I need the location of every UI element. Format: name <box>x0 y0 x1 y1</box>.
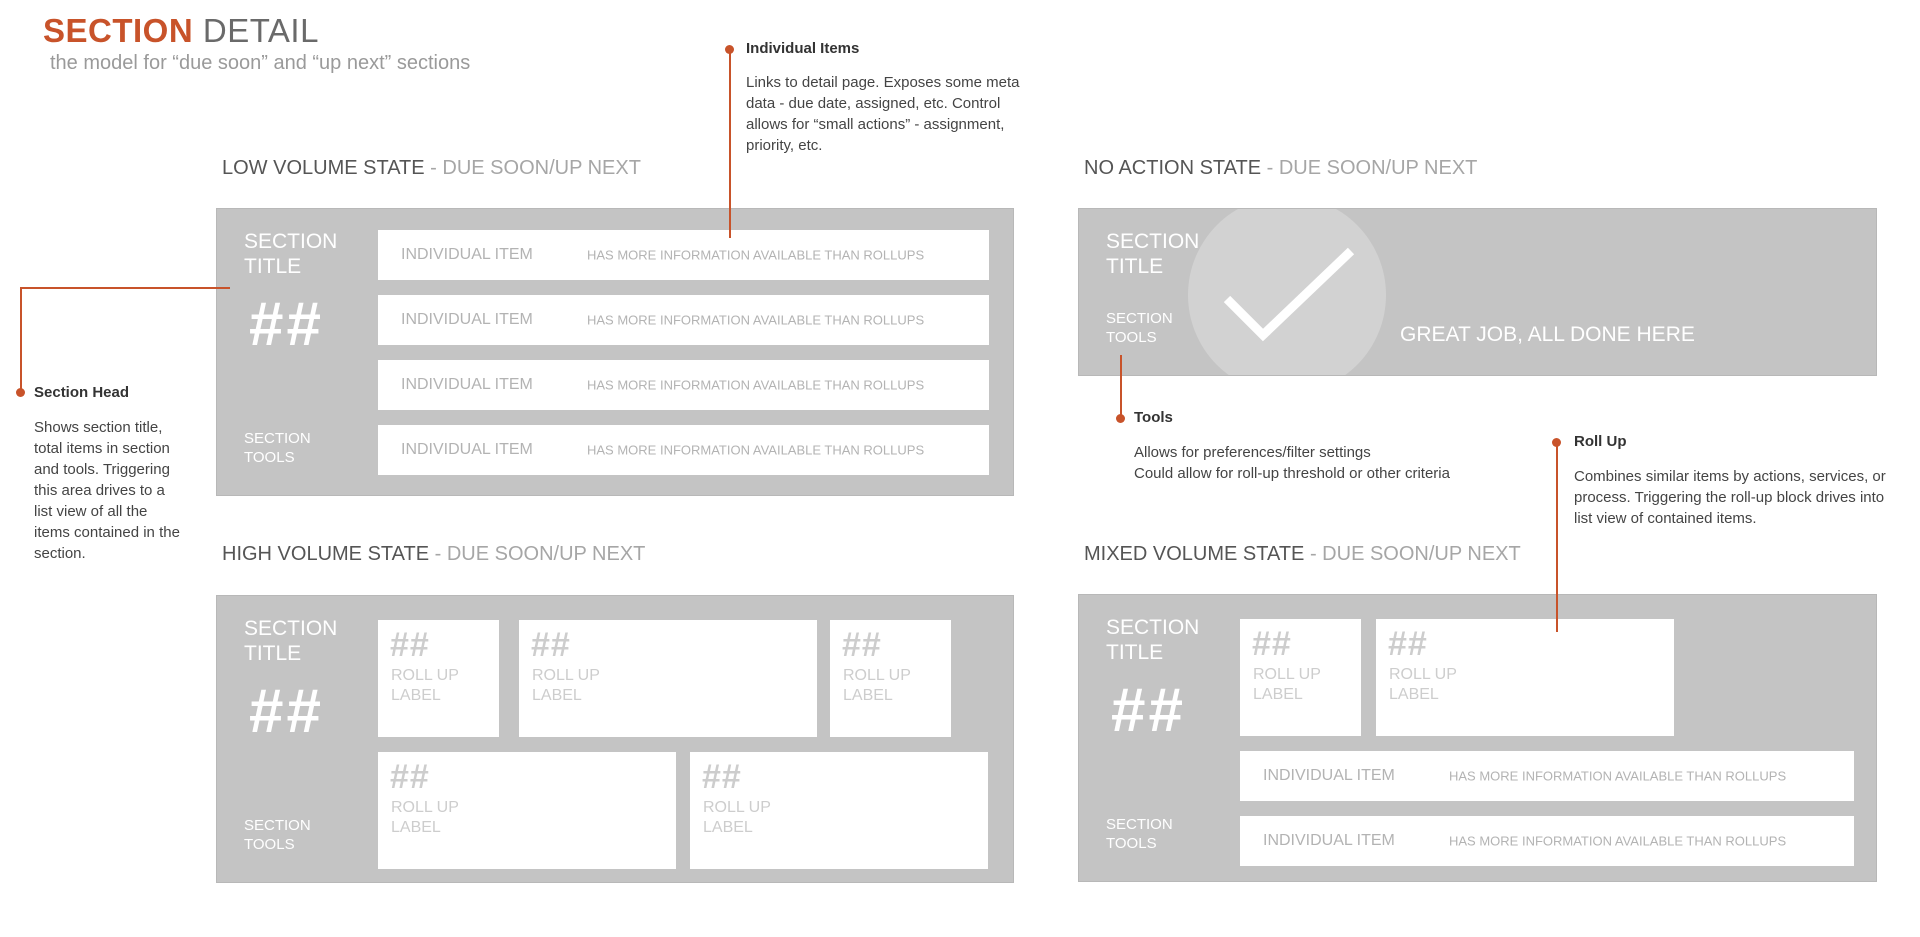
item-info: HAS MORE INFORMATION AVAILABLE THAN ROLLUPS <box>587 442 925 458</box>
item-info: HAS MORE INFORMATION AVAILABLE THAN ROLLUPS <box>587 312 925 328</box>
item-name: INDIVIDUAL ITEM <box>1263 832 1395 849</box>
section-head-title: Section Head <box>34 384 130 401</box>
item-info: HAS MORE INFORMATION AVAILABLE THAN ROLLUPS <box>1449 833 1787 849</box>
section-count[interactable]: ## <box>249 290 324 359</box>
roll-up-title: Roll Up <box>1574 433 1627 450</box>
individual-item[interactable] <box>378 230 989 280</box>
high-volume-panel <box>216 595 1014 883</box>
rollup-block[interactable] <box>690 752 988 869</box>
rollup-count: ## <box>390 758 430 796</box>
section-title[interactable]: SECTION TITLE <box>244 617 338 665</box>
no-action-heading-sub: - DUE SOON/UP NEXT <box>1261 157 1478 179</box>
individual-items-dot <box>725 45 734 54</box>
tools-body: Allows for preferences/filter settings Could allow for roll-up threshold or other criteria <box>1134 444 1450 482</box>
tools-title: Tools <box>1134 409 1173 426</box>
low-volume-heading-sub: - DUE SOON/UP NEXT <box>424 157 641 179</box>
mixed-volume-panel <box>1078 594 1877 882</box>
roll-up-dot <box>1552 438 1561 447</box>
individual-items-body: Links to detail page. Exposes some meta data - due date, assigned, etc. Control allows for “small actions” - assignment, priority, etc. <box>746 74 1020 154</box>
no-action-heading <box>1084 157 1477 180</box>
individual-item[interactable] <box>378 360 989 410</box>
page-title <box>43 12 319 50</box>
item-name: INDIVIDUAL ITEM <box>401 376 533 393</box>
rollup-count: ## <box>1388 625 1428 663</box>
rollup-count: ## <box>702 758 742 796</box>
section-tools[interactable]: SECTION TOOLS <box>1106 310 1173 346</box>
high-volume-heading-main: HIGH VOLUME STATE <box>222 543 430 565</box>
rollup-count: ## <box>531 626 571 664</box>
item-info: HAS MORE INFORMATION AVAILABLE THAN ROLLUPS <box>587 247 925 263</box>
low-volume-panel <box>216 208 1014 496</box>
high-volume-heading <box>222 543 645 566</box>
checkmark-icon <box>1219 247 1359 347</box>
rollup-label: ROLL UP LABEL <box>1389 666 1457 703</box>
section-tools[interactable]: SECTION TOOLS <box>244 817 311 853</box>
rollup-label: ROLL UP LABEL <box>843 667 911 704</box>
individual-items-connector <box>729 50 731 238</box>
tools-connector <box>1120 355 1122 419</box>
no-action-heading-main: NO ACTION STATE <box>1084 157 1262 179</box>
item-info: HAS MORE INFORMATION AVAILABLE THAN ROLLUPS <box>1449 768 1787 784</box>
section-count[interactable]: ## <box>1111 676 1186 745</box>
rollup-label: ROLL UP LABEL <box>703 799 771 836</box>
individual-item[interactable] <box>1240 751 1854 801</box>
rollup-count: ## <box>390 626 430 664</box>
item-info: HAS MORE INFORMATION AVAILABLE THAN ROLLUPS <box>587 377 925 393</box>
section-title[interactable]: SECTION TITLE <box>1106 616 1200 664</box>
individual-item[interactable] <box>378 295 989 345</box>
mixed-volume-heading-main: MIXED VOLUME STATE <box>1084 543 1305 565</box>
rollup-block[interactable] <box>519 620 817 737</box>
individual-item[interactable] <box>1240 816 1854 866</box>
rollup-block[interactable] <box>1376 619 1674 736</box>
rollup-label: ROLL UP LABEL <box>1253 666 1321 703</box>
section-tools[interactable]: SECTION TOOLS <box>244 430 311 466</box>
section-head-body: Shows section title, total items in section and tools. Triggering this area drives to a list view of all the items contained in the section. <box>34 419 180 562</box>
section-head-connector-v <box>20 287 22 393</box>
no-action-panel <box>1078 208 1877 376</box>
no-action-message: GREAT JOB, ALL DONE HERE <box>1400 323 1695 346</box>
section-head-connector-h <box>20 287 230 289</box>
item-name: INDIVIDUAL ITEM <box>401 441 533 458</box>
section-count[interactable]: ## <box>249 677 324 746</box>
low-volume-heading <box>222 157 641 180</box>
low-volume-heading-main: LOW VOLUME STATE <box>222 157 425 179</box>
rollup-count: ## <box>842 626 882 664</box>
rollup-label: ROLL UP LABEL <box>391 799 459 836</box>
section-tools[interactable]: SECTION TOOLS <box>1106 816 1173 852</box>
rollup-count: ## <box>1252 625 1292 663</box>
rollup-block[interactable] <box>830 620 951 737</box>
section-head-dot <box>16 388 25 397</box>
section-title[interactable]: SECTION TITLE <box>1106 230 1200 278</box>
mixed-volume-heading-sub: - DUE SOON/UP NEXT <box>1304 543 1521 565</box>
page-title-rest: DETAIL <box>193 12 319 49</box>
roll-up-body: Combines similar items by actions, services, or process. Triggering the roll-up block drives into list view of contained items. <box>1574 468 1886 527</box>
rollup-block[interactable] <box>378 752 676 869</box>
rollup-label: ROLL UP LABEL <box>532 667 600 704</box>
roll-up-connector <box>1556 442 1558 632</box>
item-name: INDIVIDUAL ITEM <box>401 246 533 263</box>
rollup-label: ROLL UP LABEL <box>391 667 459 704</box>
section-title[interactable]: SECTION TITLE <box>244 230 338 278</box>
high-volume-heading-sub: - DUE SOON/UP NEXT <box>429 543 646 565</box>
item-name: INDIVIDUAL ITEM <box>401 311 533 328</box>
rollup-block[interactable] <box>378 620 499 737</box>
individual-items-title: Individual Items <box>746 40 860 57</box>
page-title-highlight: SECTION <box>43 12 194 49</box>
mixed-volume-heading <box>1084 543 1521 566</box>
page-subtitle: the model for “due soon” and “up next” sections <box>50 52 471 74</box>
tools-dot <box>1116 414 1125 423</box>
rollup-block[interactable] <box>1240 619 1361 736</box>
individual-item[interactable] <box>378 425 989 475</box>
item-name: INDIVIDUAL ITEM <box>1263 767 1395 784</box>
